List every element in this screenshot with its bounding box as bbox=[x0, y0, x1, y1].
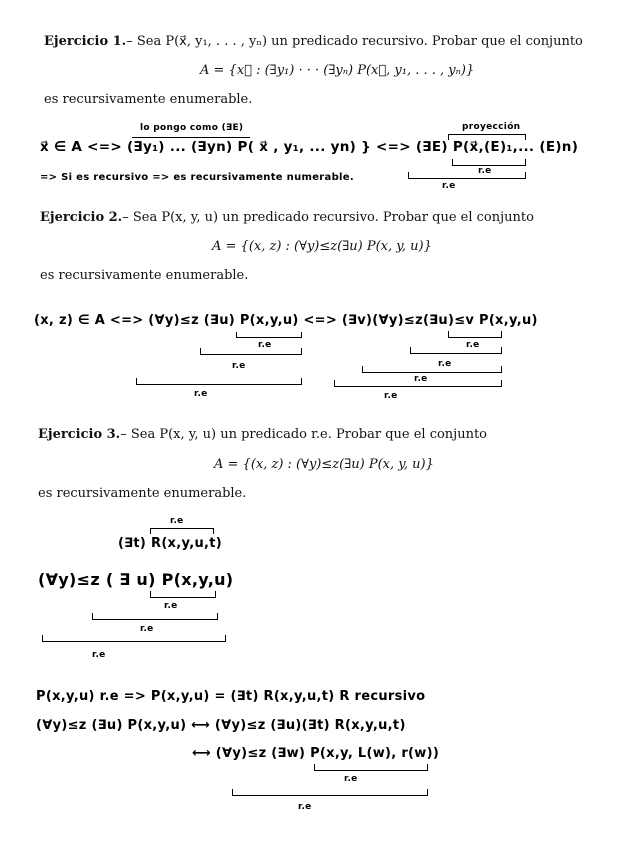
note-2-bracket-b bbox=[448, 331, 502, 338]
exercise-2-tail: es recursivamente enumerable. bbox=[40, 268, 249, 283]
note-1-bracket-2 bbox=[408, 172, 526, 179]
exercise-2-text: – Sea P(x, y, u) un predicado recursivo. Probar que el conjunto bbox=[122, 210, 534, 225]
note-2-bracket-d bbox=[410, 347, 502, 354]
note-1-annotation-top: lo pongo como (∃E) bbox=[140, 123, 244, 133]
note-4-re-1: r.e bbox=[344, 774, 358, 784]
exercise-1-label: Ejercicio 1. bbox=[44, 34, 127, 49]
note-2-bracket-g bbox=[334, 380, 502, 387]
note-2-bracket-f bbox=[136, 378, 302, 385]
exercise-1-statement bbox=[44, 34, 583, 49]
exercise-3-label: Ejercicio 3. bbox=[38, 427, 121, 442]
note-1-annotation-proy: proyección bbox=[462, 122, 521, 132]
note-2-re-b: r.e bbox=[466, 340, 480, 350]
exercise-2-formula: A = {(x, z) : (∀y)≤z(∃u) P(x, y, u)} bbox=[212, 239, 432, 254]
note-4-line-1: P(x,y,u) r.e => P(x,y,u) = (∃t) R(x,y,u,t) R recursivo bbox=[36, 689, 426, 704]
exercise-1-formula: A = {x⃗ : (∃y₁) · · · (∃yₙ) P(x⃗, y₁, . . . , yₙ)} bbox=[200, 63, 475, 78]
note-1-line: x⃗ ∈ A <=> (∃y₁) ... (∃yn) P( x⃗ , y₁, ... yn) } <=> (∃E) P(x⃗,(E)₁,... (E)n) bbox=[40, 139, 579, 155]
note-3-bracket-c bbox=[42, 635, 226, 642]
note-2-re-c: r.e bbox=[232, 361, 246, 371]
note-4-bracket-2 bbox=[232, 789, 428, 796]
exercise-2-label: Ejercicio 2. bbox=[40, 210, 123, 225]
note-3-re-c: r.e bbox=[92, 650, 106, 660]
note-1-bracket-1 bbox=[452, 159, 526, 166]
note-2-line: (x, z) ∈ A <=> (∀y)≤z (∃u) P(x,y,u) <=> (∃v)(∀y)≤z(∃u)≤v P(x,y,u) bbox=[34, 313, 538, 328]
note-2-re-e: r.e bbox=[414, 374, 428, 384]
exercise-3-tail: es recursivamente enumerable. bbox=[38, 486, 247, 501]
note-3-top: (∃t) R(x,y,u,t) bbox=[118, 536, 223, 551]
note-2-re-a: r.e bbox=[258, 340, 272, 350]
note-3-bracket-top bbox=[150, 528, 214, 534]
note-3-re-top: r.e bbox=[170, 516, 184, 526]
note-2-bracket-a bbox=[236, 332, 302, 338]
exercise-3-text: – Sea P(x, y, u) un predicado r.e. Probar que el conjunto bbox=[120, 427, 487, 442]
note-4-re-2: r.e bbox=[298, 802, 312, 812]
exercise-3-statement bbox=[38, 427, 487, 442]
note-2-re-g: r.e bbox=[384, 391, 398, 401]
note-3-bracket-a bbox=[150, 591, 216, 598]
note-2-bracket-e bbox=[362, 366, 502, 373]
note-2-bracket-c bbox=[200, 348, 302, 355]
note-3-re-b: r.e bbox=[140, 624, 154, 634]
note-1-line-2: => Si es recursivo => es recursivamente numerable. bbox=[40, 172, 354, 183]
note-3-bracket-b bbox=[92, 613, 218, 620]
note-1-re-1: r.e bbox=[478, 166, 492, 176]
note-4-line-2: (∀y)≤z (∃u) P(x,y,u) ⟷ (∀y)≤z (∃u)(∃t) R(x,y,u,t) bbox=[36, 718, 406, 733]
exercise-1-text: – Sea P(x⃗, y₁, . . . , yₙ) un predicado recursivo. Probar que el conjunto bbox=[126, 34, 583, 49]
exercise-3-formula: A = {(x, z) : (∀y)≤z(∃u) P(x, y, u)} bbox=[214, 457, 434, 472]
note-2-re-f: r.e bbox=[194, 389, 208, 399]
note-3-re-a: r.e bbox=[164, 601, 178, 611]
note-1-re-2: r.e bbox=[442, 181, 456, 191]
note-2-re-d: r.e bbox=[438, 359, 452, 369]
note-1-annotation-line bbox=[132, 137, 250, 138]
note-4-line-3: ⟷ (∀y)≤z (∃w) P(x,y, L(w), r(w)) bbox=[192, 746, 440, 761]
exercise-2-statement bbox=[40, 210, 534, 225]
note-4-bracket-1 bbox=[314, 764, 428, 771]
exercise-1-tail: es recursivamente enumerable. bbox=[44, 92, 253, 107]
note-3-main: (∀y)≤z ( ∃ u) P(x,y,u) bbox=[38, 570, 234, 589]
